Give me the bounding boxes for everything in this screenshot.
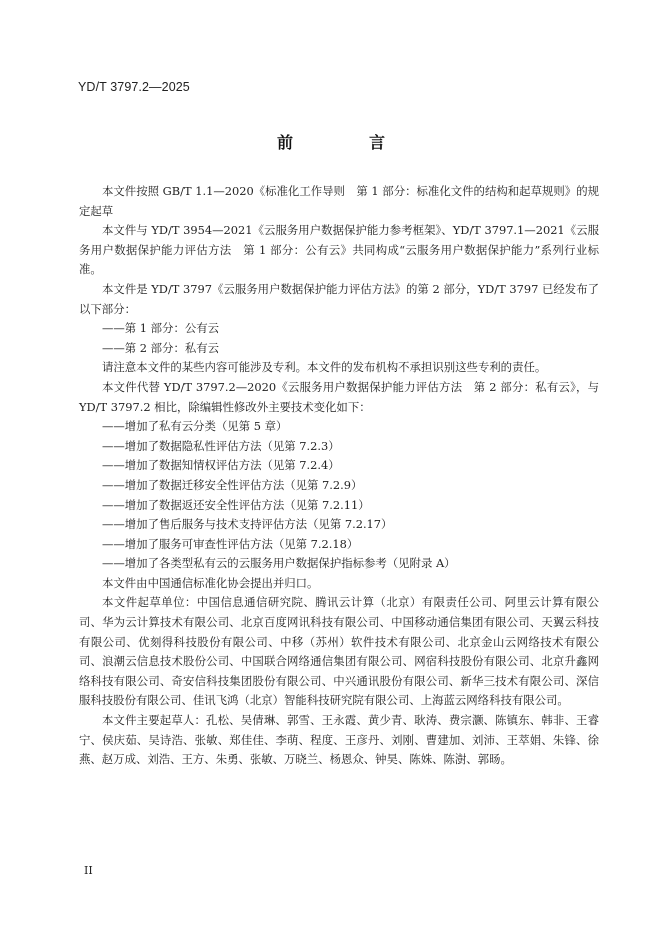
paragraph-part-info: 本文件是 YD/T 3797《云服务用户数据保护能力评估方法》的第 2 部分，YD/T 3797 已经发布了以下部分： [79,281,599,316]
paragraph-replacement: 本文件代替 YD/T 3797.2—2020《云服务用户数据保护能力评估方法 第 2 部分：私有云》，与 YD/T 3797.2 相比，除编辑性修改外主要技术变化如下： [79,379,599,414]
foreword-body [79,182,599,770]
list-item-change: ——增加了数据返还安全性评估方法（见第 7.2.11） [102,497,370,512]
list-item-change: ——增加了服务可审查性评估方法（见第 7.2.18） [102,536,359,551]
list-item-part-2: ——第 2 部分：私有云 [102,340,220,355]
paragraph-drafting-rules: 本文件按照 GB/T 1.1—2020《标准化工作导则 第 1 部分：标准化文件的结构和起草规则》的规定起草 [79,184,599,218]
list-item-part-1: ——第 1 部分：公有云 [102,321,220,336]
paragraph-series-relation: 本文件与 YD/T 3954—2021《云服务用户数据保护能力参考框架》、YD/T 3797.1—2021《云服务用户数据保护能力评估方法 第 1 部分：公有云》共同构成“云服务用户数据保护能力”系列行业标准。 [79,223,599,277]
page-title: 前 言 [276,133,415,152]
list-item-change: ——增加了数据隐私性评估方法（见第 7.2.3） [102,438,340,453]
list-item-change: ——增加了售后服务与技术支持评估方法（见第 7.2.17） [102,517,393,532]
list-item-change: ——增加了数据知情权评估方法（见第 7.2.4） [102,458,340,473]
list-item-change: ——增加了数据迁移安全性评估方法（见第 7.2.9） [102,477,363,492]
paragraph-drafting-units: 本文件起草单位：中国信息通信研究院、腾讯云计算（北京）有限责任公司、阿里云计算有限公司、华为云计算技术有限公司、北京百度网讯科技有限公司、中国移动通信集团有限公司、天翼云科技有限公司、优刻得科技股份有限公司、中移（苏州）软件技术有限公司、北京金山云网络技术有限公司、浪潮云信息技术股份公司、中国联合网络通信集团有限公司、网宿科技股份有限公司、北京升鑫网络科技有限公司、奇安信科技集团股份有限公司、中兴通讯股份有限公司、新华三技术有限公司、深信服科技股份有限公司、佳讯飞鸿（北京）智能科技研究院有限公司、上海蓝云网络科技有限公司。 [79,595,599,708]
paragraph-proposer: 本文件由中国通信标准化协会提出并归口。 [102,575,319,590]
list-item-change: ——增加了各类型私有云的云服务用户数据保护指标参考（见附录 A） [102,556,456,571]
paragraph-drafters: 本文件主要起草人：孔松、吴倩琳、郭雪、王永霞、黄少青、耿涛、费宗灏、陈镇东、韩非、王睿宁、侯庆茹、吴诗浩、张敏、郑佳佳、李萌、程度、王彦丹、刘刚、曹建加、刘沛、王萃娟、朱锋、徐燕、赵万成、刘浩、王方、朱勇、张敏、万晓兰、杨恩众、钟昊、陈姝、陈澍、郭旸。 [79,713,599,767]
list-item-change: ——增加了私有云分类（见第 5 章） [102,419,288,434]
page-number: II [84,864,93,877]
document-code: YD/T 3797.2—2025 [78,80,190,94]
paragraph-patent-notice: 请注意本文件的某些内容可能涉及专利。本文件的发布机构不承担识别这些专利的责任。 [102,360,547,375]
